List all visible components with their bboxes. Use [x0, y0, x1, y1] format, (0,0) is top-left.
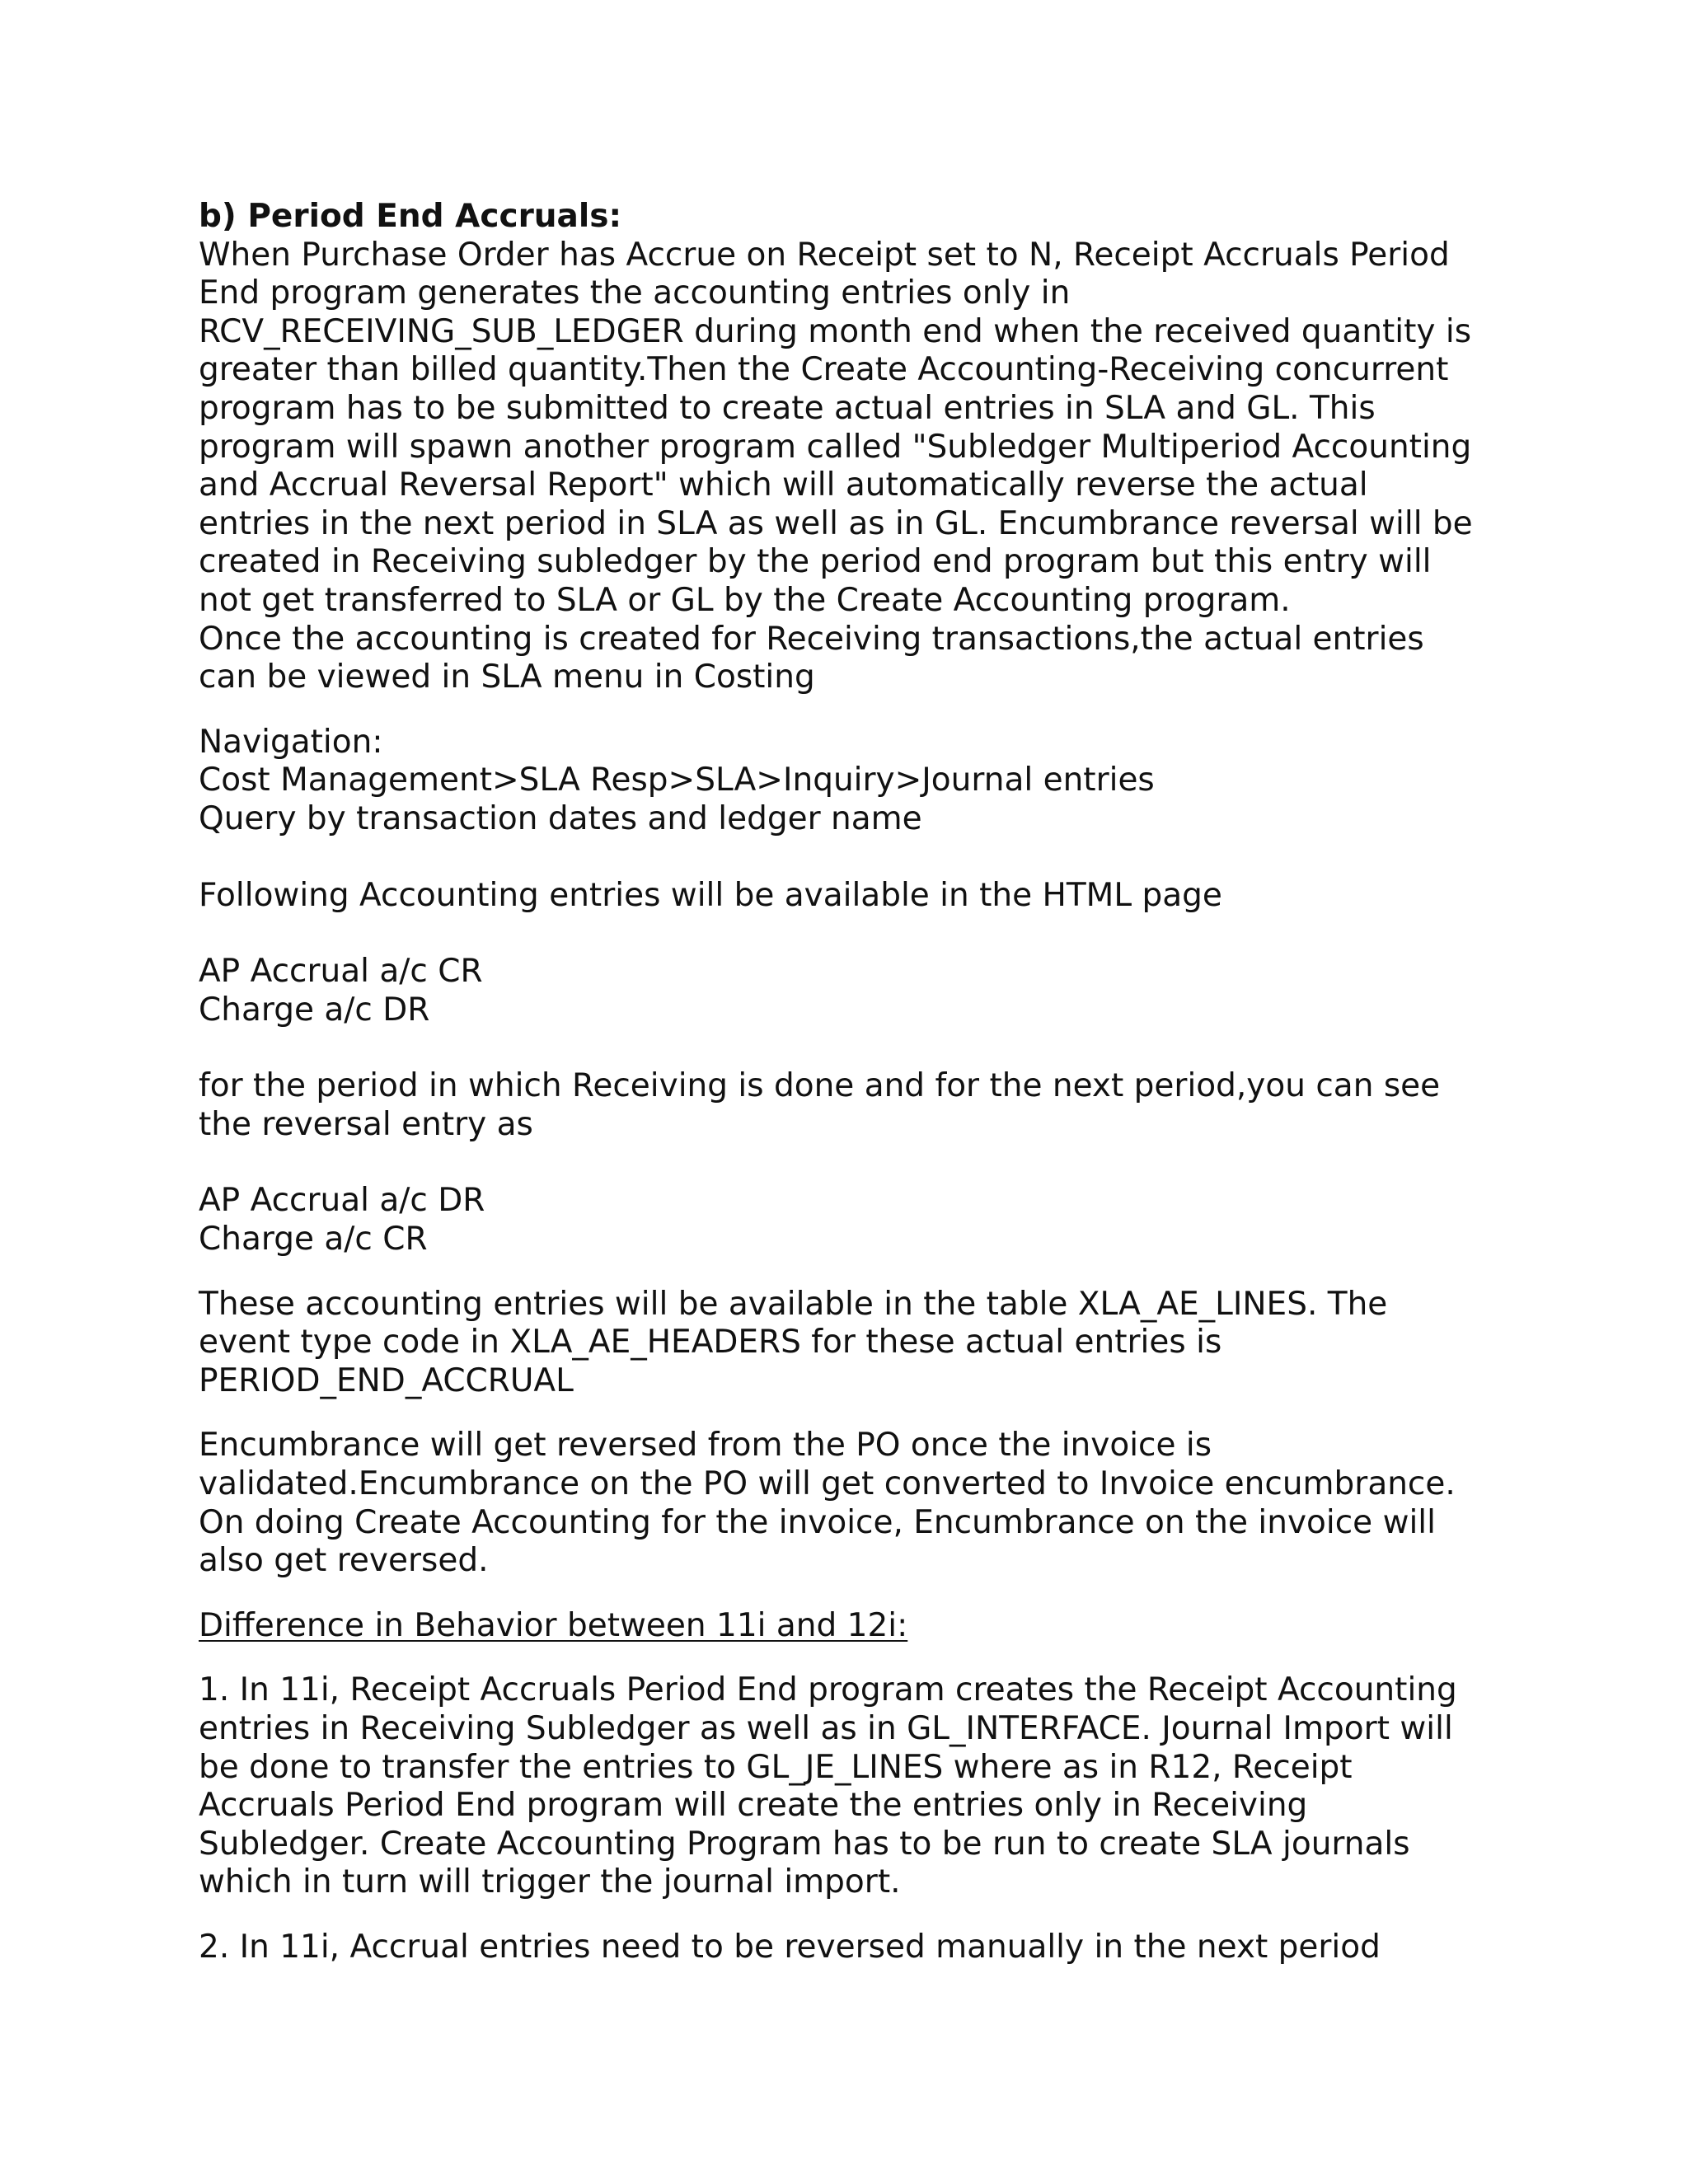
text-line: On doing Create Accounting for the invoice, Encumbrance on the invoice will — [199, 1503, 1436, 1541]
entry-line: AP Accrual a/c DR — [199, 1182, 485, 1220]
accounting-entries-block — [199, 953, 1550, 1029]
text-line: program will spawn another program called "Subledger Multiperiod Accounting — [199, 428, 1472, 466]
entry-line: Charge a/c CR — [199, 1221, 428, 1258]
spacer — [199, 1581, 1550, 1607]
difference-point-2 — [199, 1929, 1550, 1967]
following-text: Following Accounting entries will be available in the HTML page — [199, 876, 1222, 914]
entry-line: Charge a/c DR — [199, 991, 430, 1029]
text-line: not get transferred to SLA or GL by the Create Accounting program. — [199, 581, 1291, 619]
navigation-label: Navigation: — [199, 723, 383, 761]
text-line: 2. In 11i, Accrual entries need to be reversed manually in the next period — [199, 1928, 1381, 1966]
text-line: Once the accounting is created for Receiving transactions,the actual entries — [199, 620, 1424, 658]
reversal-intro — [199, 1067, 1550, 1144]
intro-paragraph — [199, 237, 1550, 697]
navigation-query: Query by transaction dates and ledger name — [199, 799, 922, 837]
text-line: validated.Encumbrance on the PO will get converted to Invoice encumbrance. — [199, 1465, 1456, 1503]
text-line: PERIOD_END_ACCRUAL — [199, 1361, 574, 1399]
entry-line: AP Accrual a/c CR — [199, 953, 483, 991]
text-line: 1. In 11i, Receipt Accruals Period End program creates the Receipt Accounting — [199, 1671, 1457, 1709]
text-line: Encumbrance will get reversed from the PO once the invoice is — [199, 1427, 1212, 1465]
reversal-entries-block — [199, 1182, 1550, 1258]
text-line: End program generates the accounting entries only in — [199, 274, 1071, 312]
section-heading: b) Period End Accruals: — [199, 198, 622, 235]
document-page — [199, 198, 1550, 1967]
difference-heading — [199, 1607, 1550, 1646]
spacer — [199, 1259, 1550, 1286]
spacer — [199, 1144, 1550, 1182]
spacer — [199, 1902, 1550, 1929]
spacer — [199, 839, 1550, 877]
text-line: be done to transfer the entries to GL_JE_LINES where as in R12, Receipt — [199, 1748, 1353, 1786]
text-line: entries in the next period in SLA as well as in GL. Encumbrance reversal will be — [199, 504, 1473, 542]
text-line: entries in Receiving Subledger as well as in GL_INTERFACE. Journal Import will — [199, 1710, 1453, 1747]
text-line: for the period in which Receiving is done and for the next period,you can see — [199, 1067, 1441, 1105]
text-line: can be viewed in SLA menu in Costing — [199, 658, 815, 696]
encumbrance-paragraph — [199, 1427, 1550, 1580]
text-line: Subledger. Create Accounting Program has to be run to create SLA journals — [199, 1825, 1410, 1863]
text-line: program has to be submitted to create actual entries in SLA and GL. This — [199, 389, 1376, 427]
text-line: created in Receiving subledger by the period end program but this entry will — [199, 543, 1432, 581]
spacer — [199, 1400, 1550, 1427]
text-line: which in turn will trigger the journal import. — [199, 1863, 901, 1901]
text-line: and Accrual Reversal Report" which will automatically reverse the actual — [199, 466, 1368, 504]
spacer — [199, 915, 1550, 953]
text-line: These accounting entries will be available in the table XLA_AE_LINES. The — [199, 1285, 1388, 1323]
tables-paragraph — [199, 1286, 1550, 1401]
navigation-block — [199, 724, 1550, 839]
navigation-path: Cost Management>SLA Resp>SLA>Inquiry>Journal entries — [199, 762, 1155, 799]
difference-heading-text: Difference in Behavior between 11i and 12i: — [199, 1606, 908, 1644]
text-line: greater than billed quantity.Then the Create Accounting-Receiving concurrent — [199, 351, 1449, 389]
spacer — [199, 1645, 1550, 1671]
difference-point-1 — [199, 1671, 1550, 1902]
text-line: event type code in XLA_AE_HEADERS for these actual entries is — [199, 1324, 1222, 1361]
spacer — [199, 697, 1550, 724]
text-line: RCV_RECEIVING_SUB_LEDGER during month end when the received quantity is — [199, 312, 1472, 350]
text-line: also get reversed. — [199, 1542, 489, 1580]
spacer — [199, 1029, 1550, 1067]
text-line: Accruals Period End program will create the entries only in Receiving — [199, 1787, 1308, 1825]
text-line: the reversal entry as — [199, 1105, 533, 1143]
text-line: When Purchase Order has Accrue on Receipt set to N, Receipt Accruals Period — [199, 236, 1450, 274]
